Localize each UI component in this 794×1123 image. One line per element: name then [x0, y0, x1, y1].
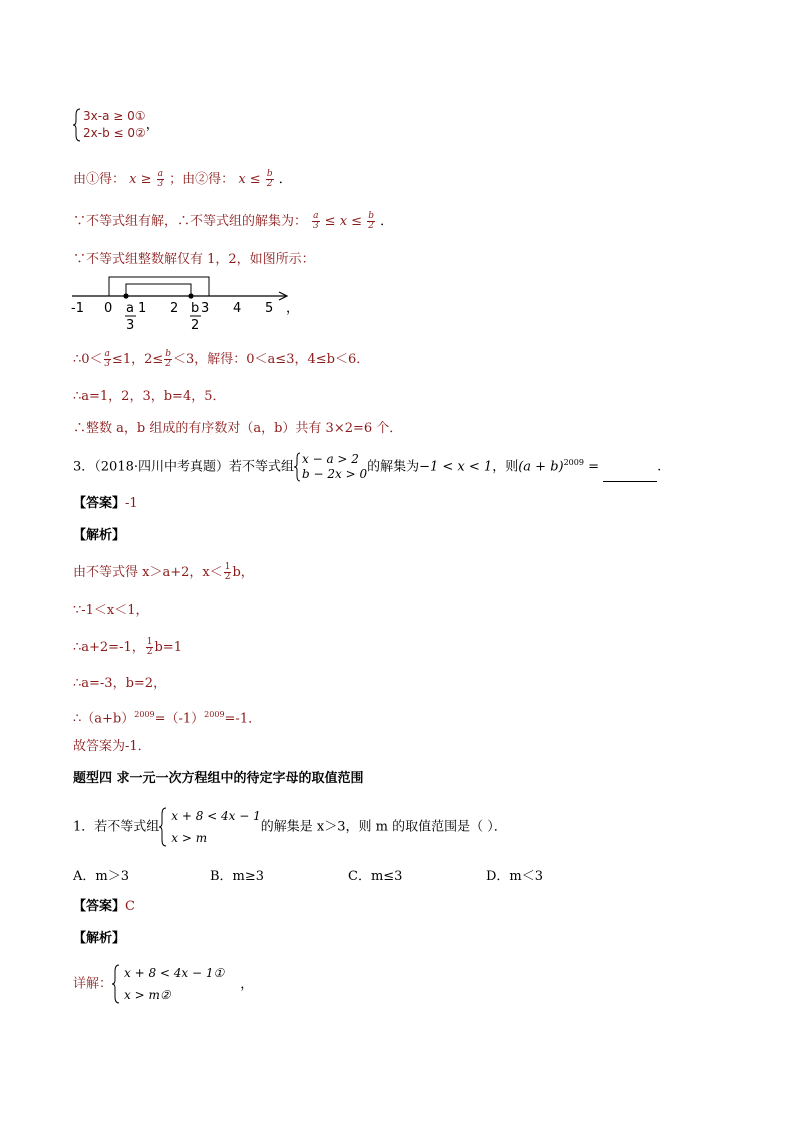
math: ≤ x ≤ — [324, 214, 363, 229]
solution-3-line-3 — [73, 638, 182, 657]
answer-blank — [603, 469, 657, 482]
fraction-a-3: $\frac{a}{3}$ — [104, 349, 111, 369]
number-line-diagram — [68, 272, 308, 342]
outer-bracket — [109, 277, 209, 296]
fraction-b-2: $\frac{b}{2}$ — [165, 349, 172, 369]
text: ∵不等式组有解，∴不等式组的解集为： — [73, 214, 308, 229]
system-line-1: x − a > 2 — [302, 452, 359, 466]
answer-3 — [73, 495, 138, 513]
power-base: (a + b) — [518, 459, 564, 475]
tick-label: -1 — [71, 301, 84, 316]
system-line-2: b − 2x > 0 — [302, 467, 368, 481]
derivation-line — [73, 170, 292, 189]
answer-value: C — [125, 899, 135, 914]
choice-a: A．m＞3 — [73, 869, 129, 884]
text: 由①得： — [73, 172, 126, 187]
answer-label: 【答案】 — [73, 496, 126, 511]
solution-3-line-4: ∴a=-3，b=2， — [73, 676, 167, 691]
analysis-label: 【解析】 — [73, 528, 126, 543]
analysis-label-2: 【解析】 — [73, 931, 126, 946]
solution-3-line-6: 故答案为-1． — [73, 739, 151, 754]
solution-set-line — [73, 212, 393, 231]
point-a-over-3 — [123, 293, 128, 298]
fraction-b-2: $\frac{b}{2}$ — [368, 211, 374, 231]
text: b=1 — [154, 640, 182, 655]
exponent: 2009 — [134, 710, 155, 719]
point-b-over-2 — [188, 293, 193, 298]
label-a: a — [126, 301, 134, 316]
text: ∴a+2=-1， — [73, 640, 145, 655]
count-line: ∴整数 a，b 组成的有序数对（a，b）共有 3×2=6 个． — [73, 421, 403, 436]
system-inequalities-top — [73, 107, 159, 143]
text: =-1． — [224, 711, 262, 727]
integer-solutions-line: ∵不等式组整数解仅有 1，2，如图所示： — [73, 252, 315, 267]
tick-label: 5 — [265, 301, 274, 316]
text: ∴0＜ — [73, 352, 103, 367]
system-line-1: 3x-a ≥ 0① — [83, 109, 146, 123]
choice-d: D．m＜3 — [486, 869, 544, 884]
equals: = — [583, 459, 604, 475]
punct: ． — [278, 172, 292, 187]
solution-1 — [73, 962, 253, 1006]
brace — [159, 807, 167, 847]
punct: ， — [240, 976, 254, 992]
solution-3-line-5 — [73, 706, 261, 728]
label-2: 2 — [191, 318, 200, 333]
fraction-1-2: $\frac{1}{2}$ — [224, 562, 231, 582]
punct: ． — [380, 214, 394, 229]
system-line-2: 2x-b ≤ 0② — [83, 126, 146, 140]
punct: ， — [145, 117, 159, 133]
tick-label: 3 — [201, 301, 210, 316]
text: ＜3，解得：0＜a≤3，4≤b＜6． — [173, 352, 370, 367]
label-3: 3 — [126, 318, 135, 333]
question-text: 3．（2018·四川中考真题）若不等式组 — [73, 459, 294, 475]
answer-label: 【答案】 — [73, 899, 126, 914]
inner-bracket — [126, 284, 191, 296]
label-b: b — [191, 301, 200, 316]
question-text: 1．若不等式组 — [73, 819, 160, 835]
tick-label: 1 — [138, 301, 147, 316]
question-text: 的解集是 x＞3，则 m 的取值范围是（ ）． — [260, 819, 507, 835]
punct: . — [657, 459, 662, 475]
range-expression: −1 < x < 1 — [419, 459, 493, 475]
brace — [112, 964, 120, 1004]
fraction-b-2: $\frac{b}{2}$ — [266, 169, 273, 189]
choice-b: B．m≥3 — [210, 869, 265, 884]
punct: ， — [286, 301, 300, 316]
text: ≤1，2≤ — [111, 352, 164, 367]
tick-label: 4 — [233, 301, 242, 316]
tick-label: 2 — [170, 301, 179, 316]
text: ∴（a+b） — [73, 711, 135, 727]
fraction-a-3: $\frac{a}{3}$ — [157, 169, 164, 189]
question-3 — [73, 452, 661, 482]
question-text: 的解集为 — [367, 459, 420, 475]
answer-1 — [73, 898, 135, 916]
fraction-a-3: $\frac{a}{3}$ — [312, 211, 319, 231]
math: x ≥ — [129, 172, 152, 187]
exponent: 2009 — [204, 710, 225, 719]
solution-label: 详解： — [73, 976, 113, 992]
text: ；由②得： — [169, 172, 235, 187]
power-exponent: 2009 — [563, 458, 584, 468]
tick-label: 0 — [104, 301, 113, 316]
section-title: 题型四 求一元一次方程组中的待定字母的取值范围 — [73, 771, 364, 786]
question-1 — [73, 805, 507, 849]
answer-value: -1 — [125, 496, 138, 511]
choice-c: C．m≤3 — [348, 869, 403, 884]
solution-3-line-2: ∵-1＜x＜1， — [73, 603, 149, 618]
fraction-1-2: $\frac{1}{2}$ — [146, 637, 153, 657]
system-line-1: x + 8 < 4x − 1 — [171, 809, 261, 823]
math: x ≤ — [238, 172, 261, 187]
text: 由不等式得 x＞a+2，x＜ — [73, 565, 223, 580]
text: =（-1） — [154, 711, 205, 727]
system-line-1: x + 8 < 4x − 1① — [124, 966, 225, 980]
text: b， — [232, 565, 254, 580]
question-text: ，则 — [492, 459, 519, 475]
system-line-2: x > m② — [124, 988, 171, 1002]
brace — [294, 452, 301, 482]
system-line-2: x > m — [171, 831, 208, 845]
solution-3-line-1 — [73, 563, 254, 582]
inequality-range-line — [73, 350, 369, 369]
brace — [73, 107, 81, 143]
values-line: ∴a=1，2，3，b=4，5． — [73, 389, 226, 404]
